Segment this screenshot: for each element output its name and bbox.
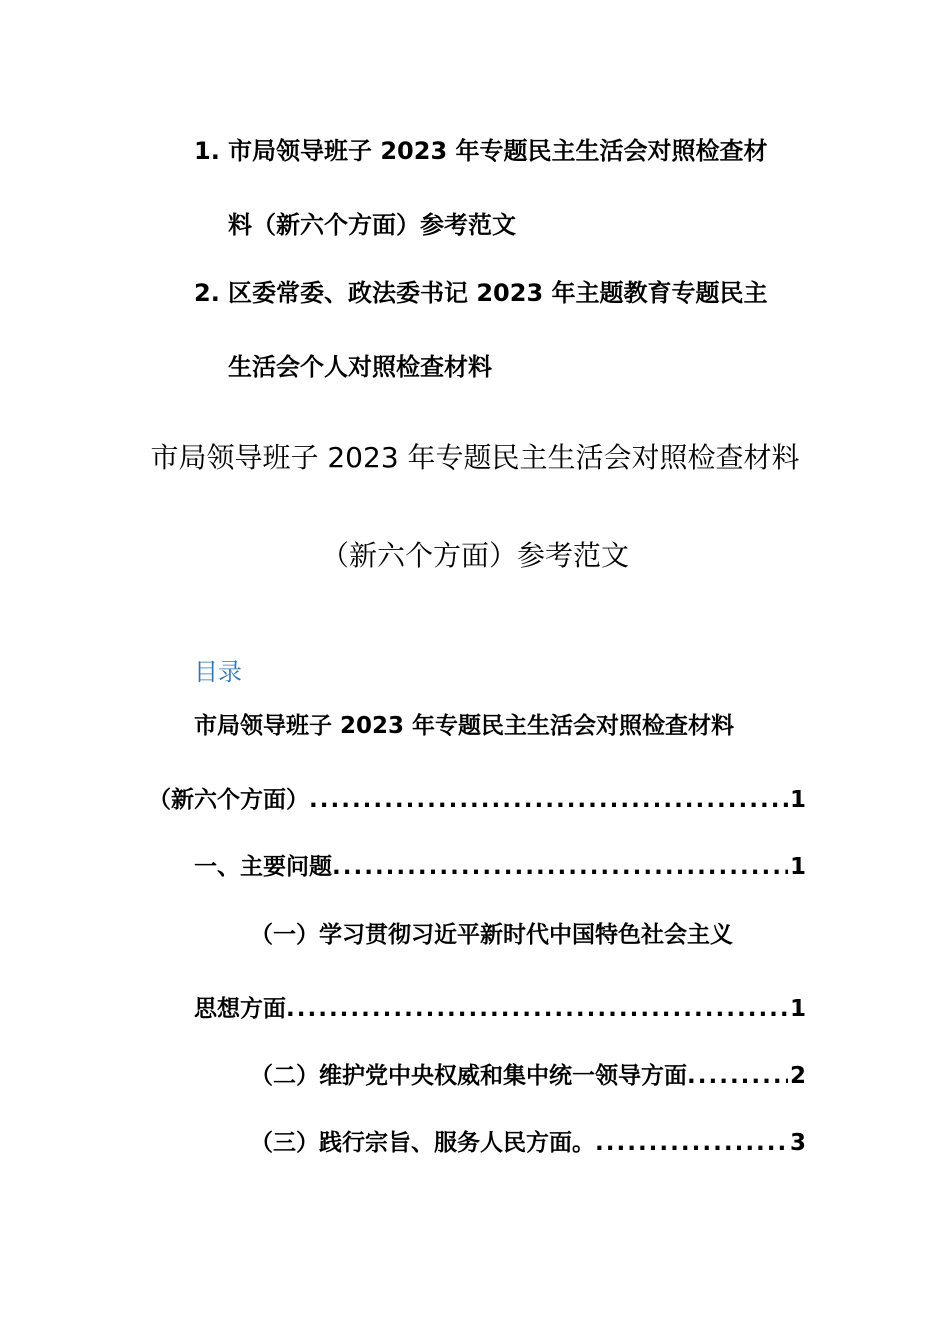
toc-entry-4[interactable] — [250, 1061, 806, 1091]
toc-entry-5[interactable] — [250, 1128, 806, 1158]
toc-entry-2-text: 一、主要问题 — [194, 854, 332, 880]
toc-entry-3-line1: （一）学习贯彻习近平新时代中国特色社会主义 — [250, 922, 733, 948]
document-title-line2: （新六个方面）参考范文 — [320, 539, 629, 572]
toc-page-number: 1 — [789, 996, 806, 1022]
list-number-1: 1. — [194, 137, 220, 165]
toc-entry-1-line1: 市局领导班子 2023 年专题民主生活会对照检查材料 — [194, 713, 735, 739]
toc-dot-leader — [687, 1061, 788, 1091]
toc-heading: 目录 — [194, 658, 242, 686]
list-number-2: 2. — [194, 279, 220, 307]
toc-entry-3-line2: 思想方面 — [194, 996, 286, 1022]
toc-page-number: 1 — [789, 854, 806, 880]
toc-dot-leader — [309, 785, 788, 815]
toc-page-number: 3 — [789, 1130, 806, 1156]
toc-dot-leader — [286, 994, 788, 1024]
list-item-1-line2: 料（新六个方面）参考范文 — [228, 211, 516, 239]
document-title-line1: 市局领导班子 2023 年专题民主生活会对照检查材料 — [150, 441, 800, 474]
toc-entry-5-text: （三）践行宗旨、服务人民方面。 — [250, 1130, 595, 1156]
toc-entry-2[interactable] — [194, 852, 806, 882]
toc-dot-leader — [595, 1128, 788, 1158]
toc-dot-leader — [332, 852, 788, 882]
list-item-2-line2: 生活会个人对照检查材料 — [228, 353, 492, 381]
toc-entry-4-text: （二）维护党中央权威和集中统一领导方面 — [250, 1063, 687, 1089]
toc-entry-3[interactable] — [194, 994, 806, 1024]
toc-page-number: 1 — [789, 787, 806, 813]
toc-page-number: 2 — [789, 1063, 806, 1089]
toc-entry-1-line2: （新六个方面） — [148, 787, 309, 813]
list-item-2-line1: 区委常委、政法委书记 2023 年主题教育专题民主 — [228, 279, 768, 307]
toc-entry-1[interactable] — [148, 785, 806, 815]
list-item-1-line1: 市局领导班子 2023 年专题民主生活会对照检查材 — [228, 137, 768, 165]
